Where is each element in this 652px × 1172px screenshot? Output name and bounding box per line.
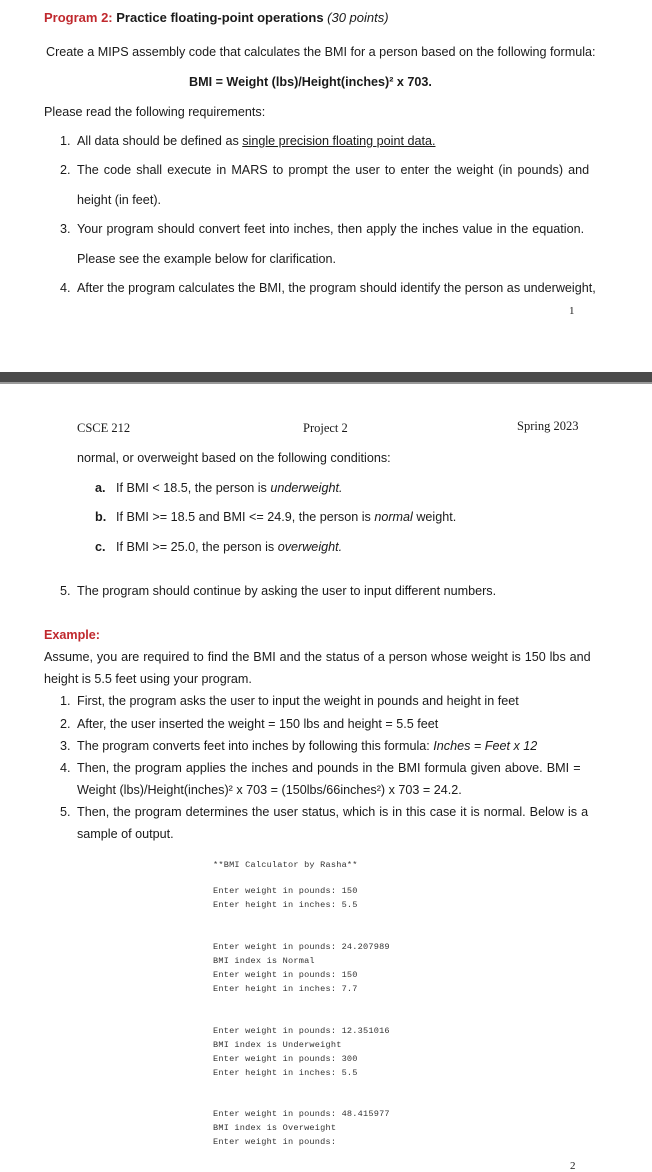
- console-line: Enter height in inches: 7.7: [213, 984, 358, 994]
- req1-prefix: All data should be defined as: [77, 134, 243, 148]
- page-number-2: 2: [570, 1160, 576, 1172]
- bmi-formula: BMI = Weight (lbs)/Height(inches)² x 703.: [189, 75, 432, 89]
- console-title: **BMI Calculator by Rasha**: [213, 860, 358, 870]
- console-line: Enter height in inches: 5.5: [213, 900, 358, 910]
- req2-number: 2.: [60, 163, 71, 177]
- cond-b-text: [116, 510, 456, 524]
- step4-line2: Weight (lbs)/Height(inches)² x 703 = (150lbs/66inches²) x 703 = 24.2.: [77, 783, 462, 797]
- console-line: Enter weight in pounds: 300: [213, 1054, 358, 1064]
- console-line: Enter weight in pounds: 48.415977: [213, 1109, 390, 1119]
- cond-c-pre: If BMI >= 25.0, the person is: [116, 540, 278, 554]
- step5-number: 5.: [60, 805, 71, 819]
- example-line2: height is 5.5 feet using your program.: [44, 672, 252, 686]
- console-line: BMI index is Overweight: [213, 1123, 337, 1133]
- console-line: Enter weight in pounds: 24.207989: [213, 942, 390, 952]
- console-line: BMI index is Underweight: [213, 1040, 342, 1050]
- cond-a-em: underweight.: [270, 481, 343, 495]
- title-points: (30 points): [323, 10, 389, 25]
- intro-text: Create a MIPS assembly code that calculates the BMI for a person based on the following formula:: [46, 45, 596, 59]
- console-line: Enter height in inches: 5.5: [213, 1068, 358, 1078]
- requirements-intro: Please read the following requirements:: [44, 105, 266, 119]
- continuation-line: normal, or overweight based on the following conditions:: [77, 451, 391, 465]
- req1-number: 1.: [60, 134, 71, 148]
- step1-number: 1.: [60, 694, 71, 708]
- step3-em: Inches = Feet x 12: [433, 739, 538, 753]
- title-prefix: Program 2:: [44, 10, 117, 25]
- step5-line1: Then, the program determines the user status, which is in this case it is normal. Below is a: [77, 805, 589, 819]
- req1-text: [77, 134, 435, 148]
- step2-number: 2.: [60, 717, 71, 731]
- step3-text: [77, 739, 537, 753]
- req3-line2: Please see the example below for clarification.: [77, 252, 337, 266]
- req3-line1: Your program should convert feet into inches, then apply the inches value in the equation.: [77, 222, 585, 236]
- cond-b-pre: If BMI >= 18.5 and BMI <= 24.9, the person is: [116, 510, 375, 524]
- cond-c-label: c.: [95, 540, 106, 554]
- step4-number: 4.: [60, 761, 71, 775]
- console-line: Enter weight in pounds: 150: [213, 970, 358, 980]
- console-line: Enter weight in pounds:: [213, 1137, 337, 1147]
- req4-line1: After the program calculates the BMI, the program should identify the person as underweight,: [77, 281, 596, 295]
- step5-line2: sample of output.: [77, 827, 174, 841]
- req5-number: 5.: [60, 584, 71, 598]
- header-project: Project 2: [303, 421, 348, 435]
- cond-b-em: normal: [374, 510, 413, 524]
- cond-a-label: a.: [95, 481, 106, 495]
- req5-text: The program should continue by asking the user to input different numbers.: [77, 584, 497, 598]
- page-number: 1: [569, 305, 575, 317]
- page-separator-shadow: [0, 382, 652, 384]
- cond-c-text: [116, 540, 342, 554]
- console-line: Enter weight in pounds: 12.351016: [213, 1026, 390, 1036]
- example-line1: Assume, you are required to find the BMI and the status of a person whose weight is 150 lbs and: [44, 650, 591, 664]
- header-term: Spring 2023: [517, 419, 579, 433]
- title-main: Practice floating-point operations: [116, 10, 324, 25]
- cond-b-label: b.: [95, 510, 107, 524]
- req2-line1: The code shall execute in MARS to prompt the user to enter the weight (in pounds) and: [77, 163, 590, 177]
- step3-pre: The program converts feet into inches by following this formula:: [77, 739, 434, 753]
- step3-number: 3.: [60, 739, 71, 753]
- console-line: Enter weight in pounds: 150: [213, 886, 358, 896]
- header-course: CSCE 212: [77, 421, 131, 435]
- cond-b-post: weight.: [412, 510, 457, 524]
- cond-a-pre: If BMI < 18.5, the person is: [116, 481, 271, 495]
- step2-text: After, the user inserted the weight = 150 lbs and height = 5.5 feet: [77, 717, 439, 731]
- console-line: BMI index is Normal: [213, 956, 315, 966]
- req1-underlined: single precision floating point data.: [242, 134, 436, 148]
- example-heading: Example:: [44, 628, 100, 642]
- req3-number: 3.: [60, 222, 71, 236]
- cond-c-em: overweight.: [277, 540, 343, 554]
- page-separator: [0, 372, 652, 382]
- assignment-title: [44, 10, 389, 25]
- step1-text: First, the program asks the user to input the weight in pounds and height in feet: [77, 694, 519, 708]
- step4-line1: Then, the program applies the inches and pounds in the BMI formula given above. BMI =: [77, 761, 581, 775]
- req2-line2: height (in feet).: [77, 193, 162, 207]
- req4-number: 4.: [60, 281, 71, 295]
- cond-a-text: [116, 481, 342, 495]
